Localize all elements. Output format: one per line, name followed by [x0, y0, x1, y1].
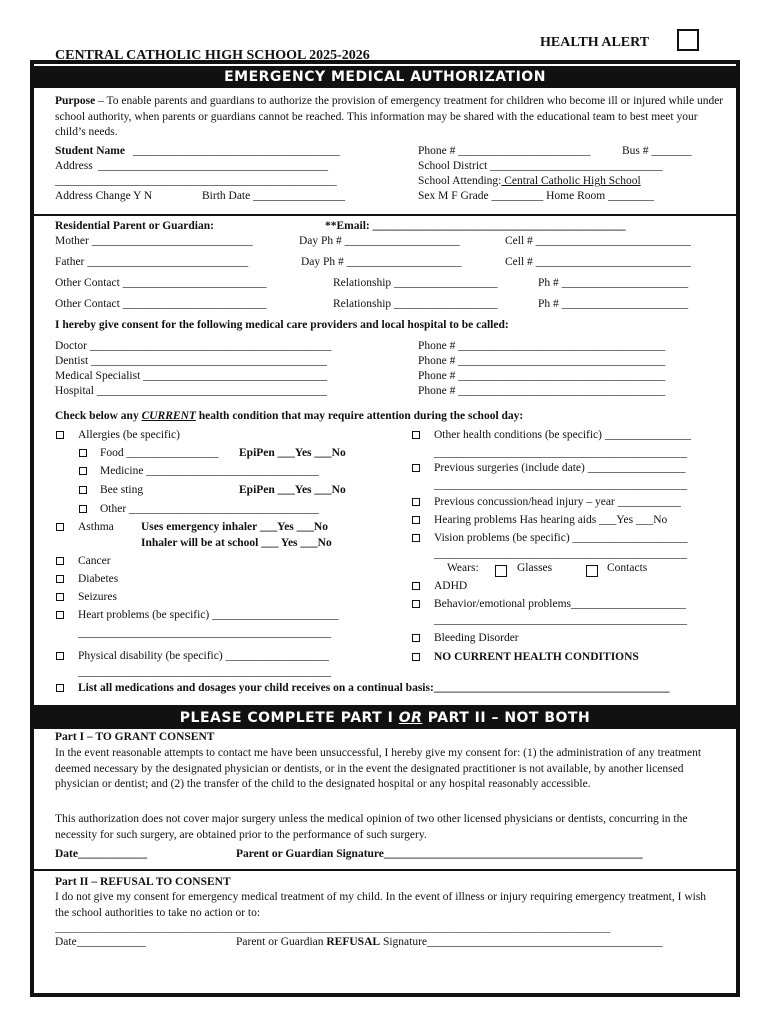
medicine-checkbox[interactable]	[79, 467, 87, 475]
medications-checkbox[interactable]	[56, 684, 64, 692]
health-alert-label: HEALTH ALERT	[540, 35, 650, 50]
school-title: CENTRAL CATHOLIC HIGH SCHOOL 2025-2026	[55, 48, 370, 63]
part-banner-pre: PLEASE COMPLETE PART I	[179, 710, 399, 726]
other-contact-2[interactable]: Other Contact _________________________	[55, 298, 267, 310]
medications-label[interactable]: List all medications and dosages your child receives on a continual basis:_________________________________________	[78, 682, 670, 694]
hospital-phone[interactable]: Phone # ____________________________________	[418, 385, 666, 397]
diabetes-label: Diabetes	[78, 573, 119, 585]
inhaler-at-school[interactable]: Inhaler will be at school ___ Yes ___No	[141, 537, 332, 549]
bus-field[interactable]: Bus # _______	[622, 145, 692, 157]
hospital-field[interactable]: Hospital ________________________________________	[55, 385, 327, 397]
phone-field[interactable]: Phone # _______________________	[418, 145, 591, 157]
glasses-label: Glasses	[517, 562, 553, 574]
sex-grade-homeroom[interactable]: Sex M F Grade _________ Home Room ________	[418, 190, 655, 202]
other-phone-2[interactable]: Ph # ______________________	[538, 298, 689, 310]
heart-label[interactable]: Heart problems (be specific) ______________________	[78, 609, 339, 621]
bleeding-checkbox[interactable]	[412, 634, 420, 642]
no-conditions-checkbox[interactable]	[412, 653, 420, 661]
surgeries-checkbox[interactable]	[412, 464, 420, 472]
school-attending-value: Central Catholic High School	[501, 175, 641, 187]
other-allergy-checkbox[interactable]	[79, 505, 87, 513]
divider-1	[34, 214, 736, 216]
allergies-checkbox[interactable]	[56, 431, 64, 439]
wears-label: Wears:	[447, 562, 479, 574]
purpose-text	[55, 94, 727, 141]
address-field[interactable]: ________________________________________	[98, 160, 328, 172]
relationship-1[interactable]: Relationship __________________	[333, 277, 498, 289]
dentist-field[interactable]: Dentist _________________________________________	[55, 355, 327, 367]
food-checkbox[interactable]	[79, 449, 87, 457]
conditions-heading-current: CURRENT	[141, 410, 196, 422]
school-attending-label: School Attending:	[418, 175, 502, 187]
heart-checkbox[interactable]	[56, 611, 64, 619]
address-change[interactable]: Address Change Y N	[55, 190, 153, 202]
address-field-2[interactable]: _________________________________________________	[55, 175, 337, 187]
behavior-checkbox[interactable]	[412, 600, 420, 608]
glasses-checkbox[interactable]	[495, 565, 507, 577]
part2-sig-post: Signature_________________________________________	[380, 936, 663, 948]
guardian-heading: Residential Parent or Guardian:	[55, 220, 214, 232]
seizures-checkbox[interactable]	[56, 593, 64, 601]
part1-date[interactable]: Date____________	[55, 848, 147, 860]
other-health-label[interactable]: Other health conditions (be specific) _______________	[434, 429, 692, 441]
part2-sig-refusal: REFUSAL	[326, 936, 381, 948]
concussion-checkbox[interactable]	[412, 498, 420, 506]
bleeding-label: Bleeding Disorder	[434, 632, 519, 644]
part1-heading: Part I – TO GRANT CONSENT	[55, 731, 215, 743]
other-phone-1[interactable]: Ph # ______________________	[538, 277, 689, 289]
behavior-label[interactable]: Behavior/emotional problems____________________	[434, 598, 687, 610]
student-name-field[interactable]: ____________________________________	[133, 145, 340, 157]
physical-line[interactable]: ____________________________________________	[78, 666, 331, 678]
seizures-label: Seizures	[78, 591, 117, 603]
physical-checkbox[interactable]	[56, 652, 64, 660]
adhd-label: ADHD	[434, 580, 468, 592]
address-label: Address	[55, 160, 93, 172]
father-field[interactable]: Father ____________________________	[55, 256, 249, 268]
school-district-field[interactable]: School District ______________________________	[418, 160, 663, 172]
form-title: EMERGENCY MEDICAL AUTHORIZATION	[34, 66, 736, 88]
vision-label[interactable]: Vision problems (be specific) ____________________	[434, 532, 688, 544]
purpose-label: Purpose	[55, 95, 96, 107]
part-banner-post: PART II – NOT BOTH	[422, 710, 591, 726]
health-alert-checkbox[interactable]	[677, 29, 699, 51]
part1-text-2: This authorization does not cover major surgery unless the medical opinion of two other licensed physicians or dentists, concurring in the necessity for such surgery, are obtained prior to the performance of such surgery.	[55, 813, 688, 841]
guardian-email[interactable]: **Email: ____________________________________________	[325, 220, 626, 232]
part2-sig-pre: Parent or Guardian	[236, 936, 327, 948]
father-cell[interactable]: Cell # ___________________________	[505, 256, 691, 268]
other-health-checkbox[interactable]	[412, 431, 420, 439]
specialist-phone[interactable]: Phone # ____________________________________	[418, 370, 666, 382]
contacts-label: Contacts	[607, 562, 648, 574]
surgeries-label[interactable]: Previous surgeries (include date) _________________	[434, 462, 686, 474]
part-banner	[34, 705, 736, 729]
student-name-label: Student Name	[55, 145, 125, 157]
part1-signature[interactable]: Parent or Guardian Signature_____________________________________________	[236, 848, 643, 860]
conditions-heading-pre: Check below any	[55, 410, 142, 422]
school-attending	[418, 175, 641, 187]
surgeries-line[interactable]: ____________________________________________	[434, 479, 687, 491]
mother-cell[interactable]: Cell # ___________________________	[505, 235, 691, 247]
divider-2	[34, 869, 736, 871]
bee-sting-checkbox[interactable]	[79, 486, 87, 494]
other-contact-1[interactable]: Other Contact _________________________	[55, 277, 267, 289]
vision-line[interactable]: ____________________________________________	[434, 548, 687, 560]
purpose-body: – To enable parents and guardians to authorize the provision of emergency treatment for children who become ill or injured while under school authority, when parents or guardians cannot be reached. This information may be shared with the educational team to best meet your child’s needs.	[55, 95, 724, 138]
cancer-label: Cancer	[78, 555, 111, 567]
cancer-checkbox[interactable]	[56, 557, 64, 565]
no-conditions-label: NO CURRENT HEALTH CONDITIONS	[434, 651, 639, 663]
hearing-checkbox[interactable]	[412, 516, 420, 524]
mother-field[interactable]: Mother ____________________________	[55, 235, 253, 247]
bee-sting-label: Bee sting	[100, 484, 144, 496]
part2-heading: Part II – REFUSAL TO CONSENT	[55, 876, 231, 888]
hearing-label[interactable]: Hearing problems Has hearing aids ___Yes ___No	[434, 514, 668, 526]
providers-heading: I hereby give consent for the following medical care providers and local hospital to be called:	[55, 319, 509, 331]
heart-line[interactable]: ____________________________________________	[78, 627, 331, 639]
part2-text: I do not give my consent for emergency medical treatment of my child. In the event of illness or injury requiring emergency treatment, I wish the school authorities to take no action or to:	[55, 891, 707, 919]
behavior-line[interactable]: ____________________________________________	[434, 614, 687, 626]
contacts-checkbox[interactable]	[586, 565, 598, 577]
asthma-checkbox[interactable]	[56, 523, 64, 531]
part-banner-or: OR	[398, 710, 423, 726]
diabetes-checkbox[interactable]	[56, 575, 64, 583]
asthma-label: Asthma	[78, 521, 114, 533]
vision-checkbox[interactable]	[412, 534, 420, 542]
food-epipen[interactable]: EpiPen ___Yes ___No	[239, 447, 346, 459]
adhd-checkbox[interactable]	[412, 582, 420, 590]
part2-line[interactable]: _____________________________________________________________________________________________________	[55, 922, 611, 934]
other-health-line[interactable]: ____________________________________________	[434, 447, 687, 459]
conditions-heading-post: health condition that may require attention during the school day:	[195, 410, 524, 422]
doctor-field[interactable]: Doctor __________________________________________	[55, 340, 332, 352]
food-label[interactable]: Food ________________	[100, 447, 219, 459]
relationship-2[interactable]: Relationship __________________	[333, 298, 498, 310]
doctor-phone[interactable]: Phone # ____________________________________	[418, 340, 666, 352]
other-allergy-label[interactable]: Other _________________________________	[100, 503, 319, 515]
father-day-phone[interactable]: Day Ph # ____________________	[301, 256, 462, 268]
mother-day-phone[interactable]: Day Ph # ____________________	[299, 235, 460, 247]
medicine-label[interactable]: Medicine ______________________________	[100, 465, 319, 477]
concussion-label[interactable]: Previous concussion/head injury – year ___________	[434, 496, 681, 508]
part2-signature[interactable]	[236, 936, 663, 948]
part2-date[interactable]: Date____________	[55, 936, 146, 948]
emergency-inhaler[interactable]: Uses emergency inhaler ___Yes ___No	[141, 521, 328, 533]
bee-sting-epipen[interactable]: EpiPen ___Yes ___No	[239, 484, 346, 496]
allergies-label: Allergies (be specific)	[78, 429, 180, 441]
specialist-field[interactable]: Medical Specialist ________________________________	[55, 370, 328, 382]
part1-text-1: In the event reasonable attempts to contact me have been unsuccessful, I hereby give my consent for: (1) the administration of any treatment deemed necessary by the designated physician or dentists, or in the event the designated practitioner is not available, by another licensed physician or dentist; and (2) the transfer of the child to the designated hospital or any hospital reasonably accessible.	[55, 747, 702, 790]
physical-label[interactable]: Physical disability (be specific) __________________	[78, 650, 330, 662]
birth-date-field[interactable]: Birth Date ________________	[202, 190, 346, 202]
dentist-phone[interactable]: Phone # ____________________________________	[418, 355, 666, 367]
conditions-heading	[55, 410, 523, 422]
